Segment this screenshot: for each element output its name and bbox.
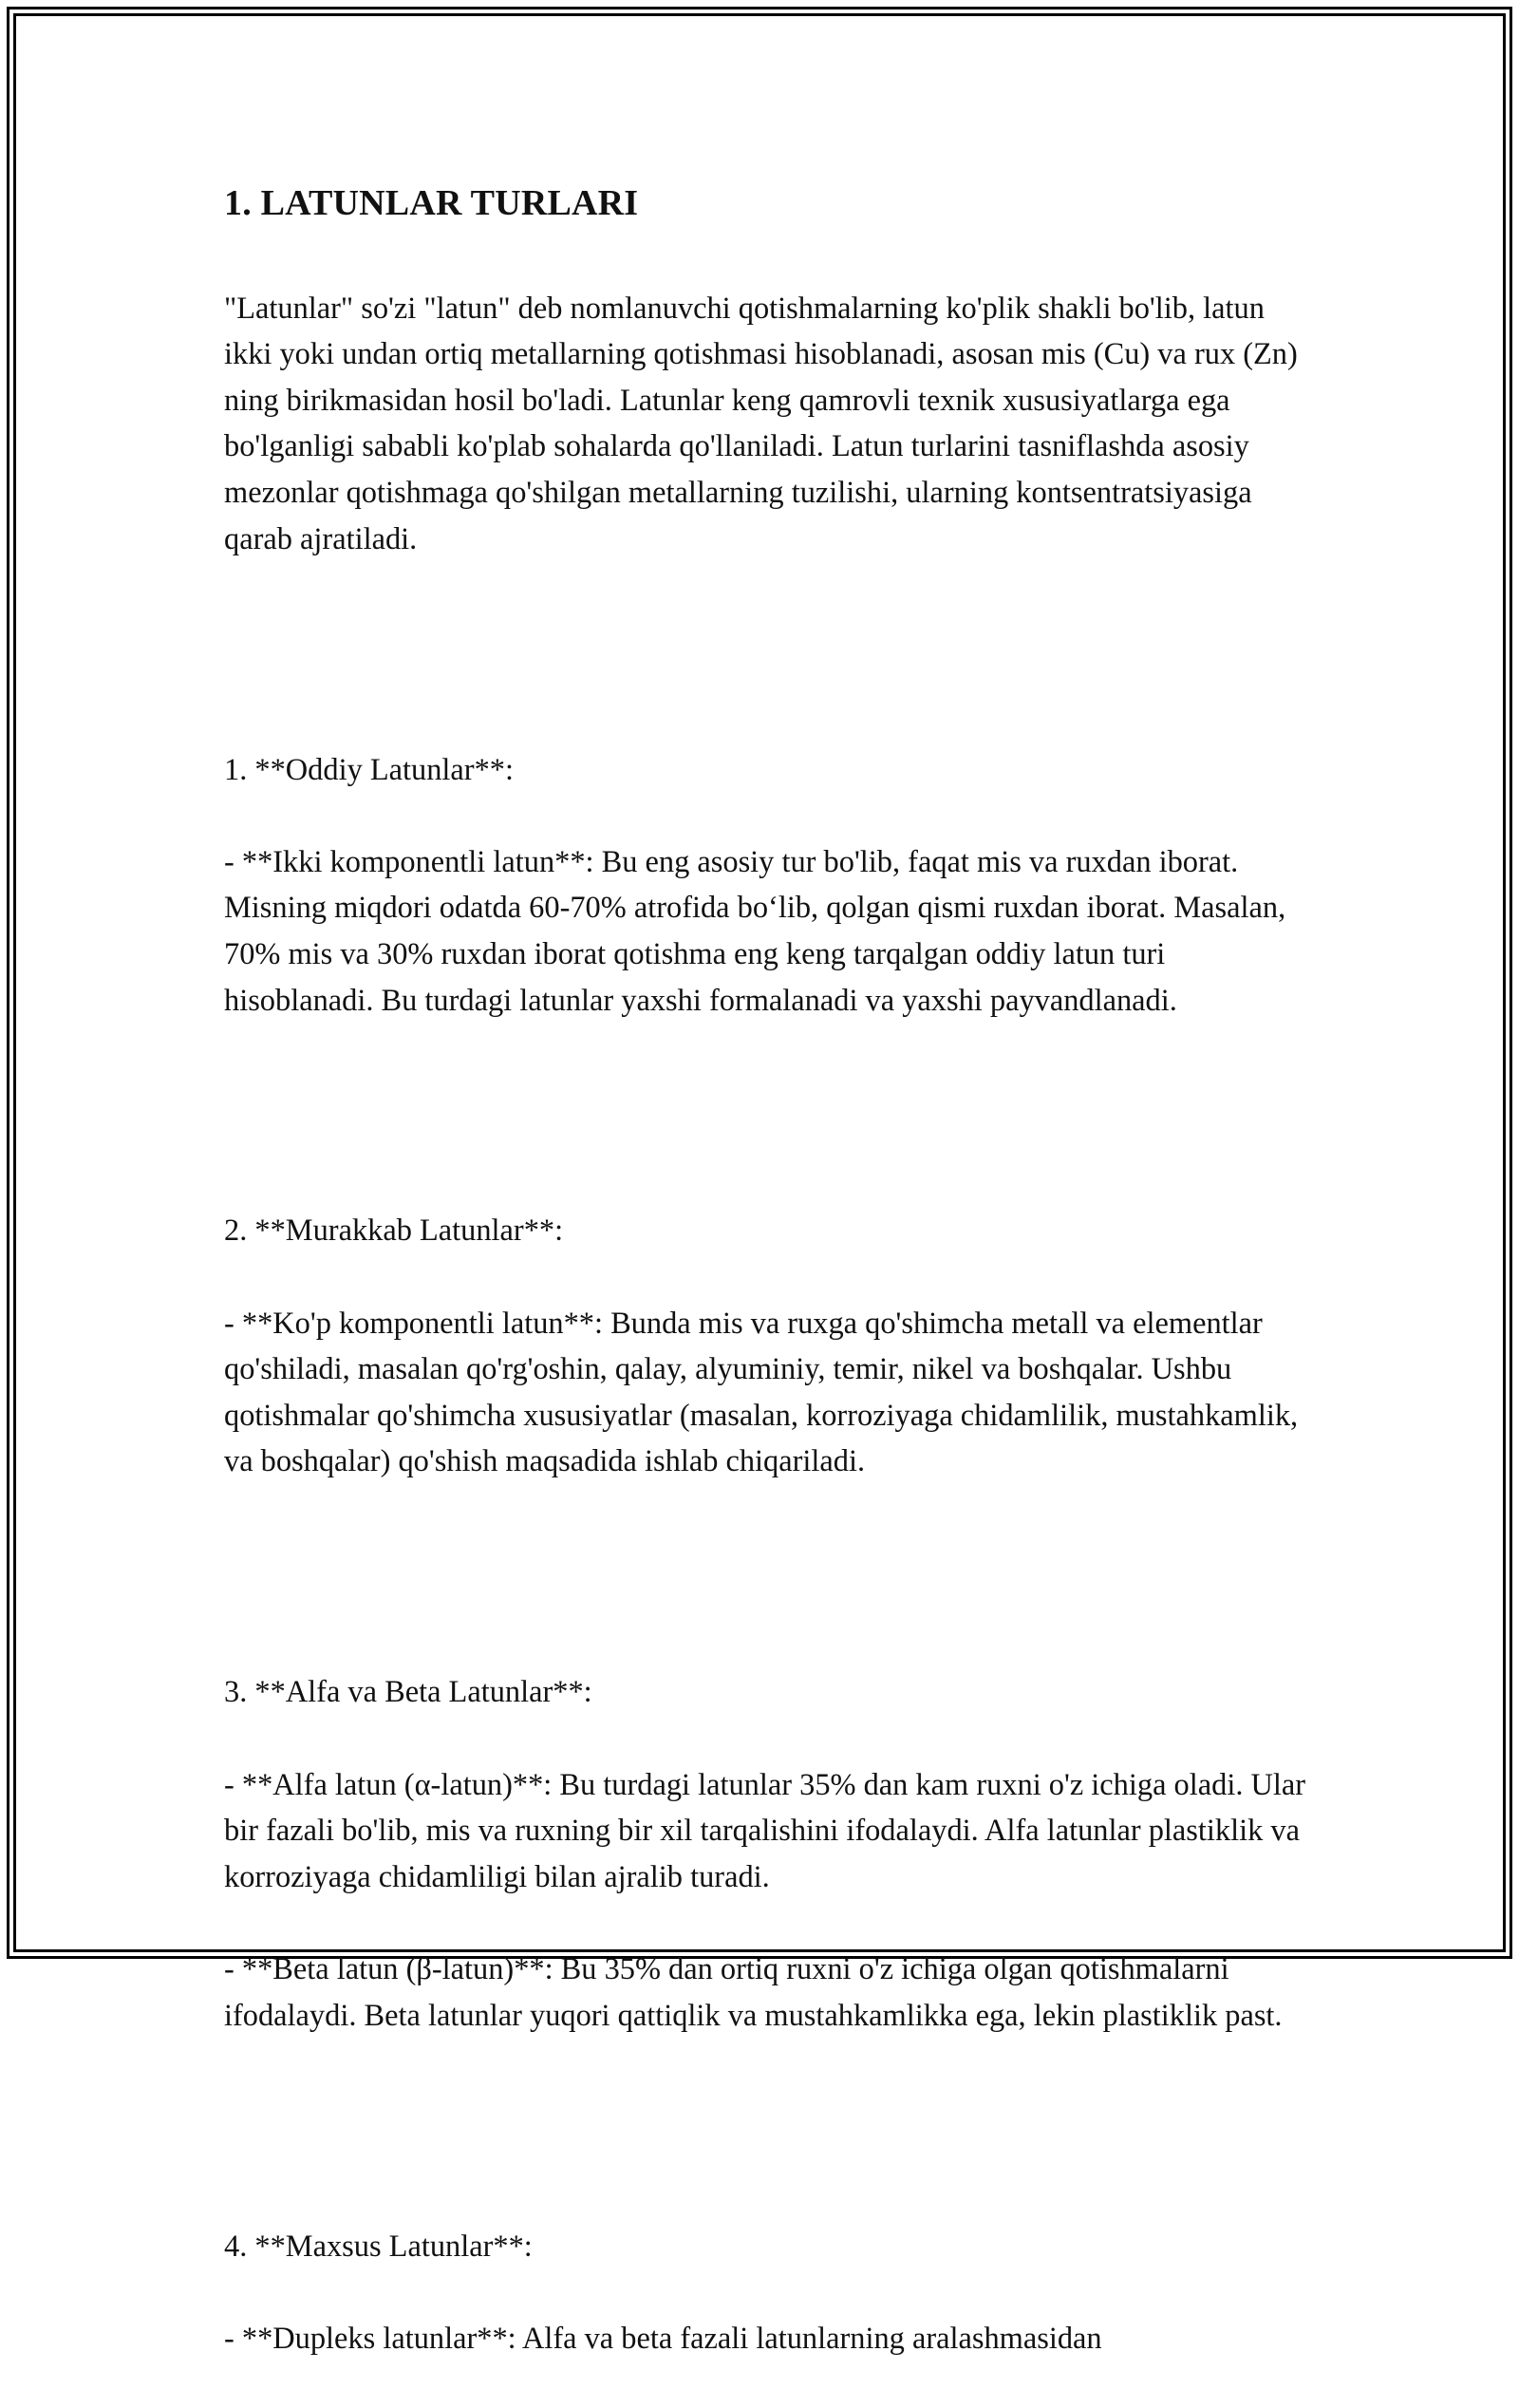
section-item-dupleks: - **Dupleks latunlar**: Alfa va beta fazali latunlarning aralashmasidan bbox=[224, 2321, 1102, 2356]
paragraph-gap bbox=[224, 2085, 1306, 2132]
section-item-ikki-komponentli: - **Ikki komponentli latun**: Bu eng asosiy tur bo'lib, faqat mis va ruxdan iborat. Misning miqdori odatda 60-70% atrofida bo‘lib, qolgan qismi ruxdan iborat. Masalan, 70% mis va 30% ruxdan iborat qotishma eng keng tarqalgan oddiy latun turi hisoblanadi. Bu turdagi latunlar yaxshi formalanadi va yaxshi payvandlanadi. bbox=[224, 844, 1286, 1018]
section-item-beta-latun: - **Beta latun (β-latun)**: Bu 35% dan ortiq ruxni o'z ichiga olgan qotishmalarni ifodalaydi. Beta latunlar yuqori qattiqlik va mustahkamlikka ega, lekin plastiklik past. bbox=[224, 1951, 1283, 2033]
section-item-kop-komponentli: - **Ko'p komponentli latun**: Bunda mis va ruxga qo'shimcha metall va elementlar qo'shiladi, masalan qo'rg'oshin, qalay, alyuminiy, temir, nikel va boshqalar. Ushbu qotishmalar qo'shimcha xususiyatlar (masalan, korroziyaga chidamlilik, mustahkamlik, va boshqalar) qo'shish maqsadida ishlab chiqariladi. bbox=[224, 1306, 1299, 1479]
paragraph-gap bbox=[224, 1070, 1306, 1117]
section-item-alfa-latun: - **Alfa latun (α-latun)**: Bu turdagi latunlar 35% dan kam ruxni o'z ichiga oladi. Ular bir fazali bo'lib, mis va ruxning bir xil tarqalishini ifodalaydi. Alfa latunlar plastiklik va korroziyaga chidamliligi bilan ajralib turadi. bbox=[224, 1767, 1306, 1894]
document-body bbox=[224, 239, 1306, 2408]
paragraph-gap bbox=[224, 609, 1306, 655]
document-content bbox=[224, 179, 1306, 2408]
document-title: 1. LATUNLAR TURLARI bbox=[224, 183, 639, 223]
section-heading-murakkab: 2. **Murakkab Latunlar**: bbox=[224, 1213, 564, 1249]
section-heading-oddiy: 1. **Oddiy Latunlar**: bbox=[224, 752, 514, 787]
paragraph-gap bbox=[224, 1532, 1306, 1578]
section-heading-alfa-beta: 3. **Alfa va Beta Latunlar**: bbox=[224, 1675, 592, 1710]
section-heading-maxsus: 4. **Maxsus Latunlar**: bbox=[224, 2229, 533, 2264]
intro-paragraph: "Latunlar" so'zi "latun" deb nomlanuvchi qotishmalarning ko'plik shakli bo'lib, latun ikki yoki undan ortiq metallarning qotishmasi hisoblanadi, asosan mis (Cu) va rux (Zn) ning birikmasidan hosil bo'ladi. Latunlar keng qamrovli texnik xususiyatlarga ega bo'lganligi sababli ko'plab sohalarda qo'llaniladi. Latun turlarini tasniflashda asosiy mezonlar qotishmaga qo'shilgan metallarning tuzilishi, ularning kontsentratsiyasiga qarab ajratiladi. bbox=[224, 291, 1298, 556]
